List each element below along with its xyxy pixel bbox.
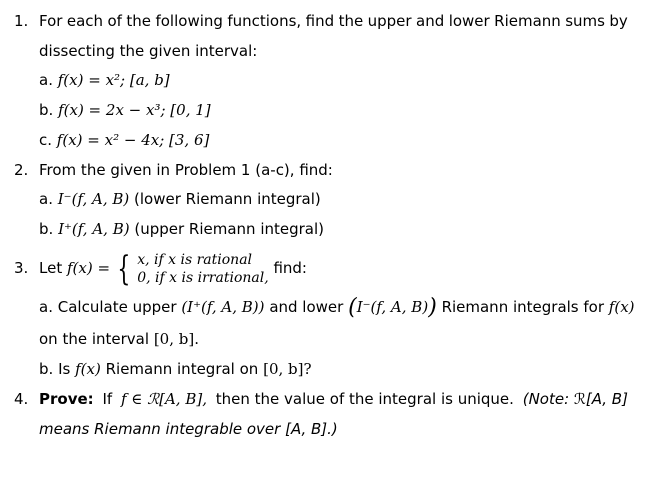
word: find <box>305 12 335 30</box>
q4-text <box>39 389 628 409</box>
item-label: b. <box>39 360 54 378</box>
word: lower <box>448 12 490 30</box>
q2-number: 2. <box>14 161 29 179</box>
math-expression: I⁺(f, A, B) <box>58 220 130 238</box>
q1-item-c <box>39 130 209 150</box>
word: Riemann <box>494 12 561 30</box>
word: each <box>66 12 104 30</box>
text: If <box>102 390 113 408</box>
q1-item-b <box>39 100 211 120</box>
text: Is <box>58 360 71 378</box>
q3-item-a-line1 <box>39 297 635 318</box>
item-description: (upper Riemann integral) <box>134 220 325 238</box>
math-expression: f(x) <box>75 360 101 378</box>
text: and lower <box>269 298 344 316</box>
math-expression: [0, b]. <box>153 330 199 348</box>
word: upper <box>367 12 412 30</box>
math-expression: I⁻(f, A, B) <box>57 190 130 208</box>
q3-number: 3. <box>14 259 29 277</box>
prove-label: Prove: <box>39 390 94 408</box>
item-label: a. <box>39 71 53 89</box>
text: Calculate upper <box>57 298 177 316</box>
word: by <box>609 12 628 30</box>
word: functions, <box>227 12 302 30</box>
item-label: c. <box>39 131 53 149</box>
text: Riemann integrals for <box>441 298 605 316</box>
q3-item-b <box>39 359 312 379</box>
text: Riemann integral on <box>105 360 259 378</box>
word: For <box>39 12 63 30</box>
piecewise-cases <box>137 251 268 287</box>
math-expression: f(x) = 2x − x³; [0, 1] <box>58 101 211 119</box>
math-expression: f(x) <box>608 298 635 316</box>
item-label: b. <box>39 101 54 119</box>
word: the <box>126 12 152 30</box>
q2-text: From the given in Problem 1 (a-c), find: <box>39 161 333 179</box>
math-expression: f(x) = <box>66 259 111 277</box>
q1-line2: dissecting the given interval: <box>39 42 258 60</box>
q1-number: 1. <box>14 12 29 30</box>
item-label: a. <box>39 298 53 316</box>
word: the <box>338 12 364 30</box>
math-expression: f(x) = x²; [a, b] <box>57 71 170 89</box>
word: of <box>107 12 122 30</box>
case-irrational: 0, if x is irrational, <box>137 269 269 286</box>
q3-tail: find: <box>273 259 307 277</box>
text: then the value of the integral is unique. <box>215 390 514 408</box>
math-expression: (I⁺(f, A, B)) <box>181 298 265 316</box>
q3-text <box>39 248 307 288</box>
note: (Note: ℛ[A, B] <box>522 390 628 408</box>
item-label: a. <box>39 190 53 208</box>
left-brace: { <box>117 248 131 289</box>
item-description: (lower Riemann integral) <box>134 190 321 208</box>
case-rational: x, if x is rational <box>137 251 253 268</box>
q3-item-a-line2 <box>39 329 199 349</box>
math-expression: f ∈ ℛ[A, B], <box>120 390 207 408</box>
q1-item-a <box>39 70 170 90</box>
word: and <box>416 12 445 30</box>
q1-text <box>39 11 628 31</box>
math-expression: [0, b]? <box>263 360 312 378</box>
q2-item-b <box>39 219 324 239</box>
word: sums <box>565 12 605 30</box>
math-expression: (I⁻(f, A, B)) <box>348 295 437 320</box>
math-expression: f(x) = x² − 4x; [3, 6] <box>56 131 210 149</box>
q4-line2: means Riemann integrable over [A, B].) <box>39 420 338 438</box>
text: on the interval <box>39 330 150 348</box>
q3-lead: Let <box>39 259 63 277</box>
item-label: b. <box>39 220 54 238</box>
q4-number: 4. <box>14 390 29 408</box>
q2-item-a <box>39 189 321 209</box>
word: following <box>155 12 223 30</box>
